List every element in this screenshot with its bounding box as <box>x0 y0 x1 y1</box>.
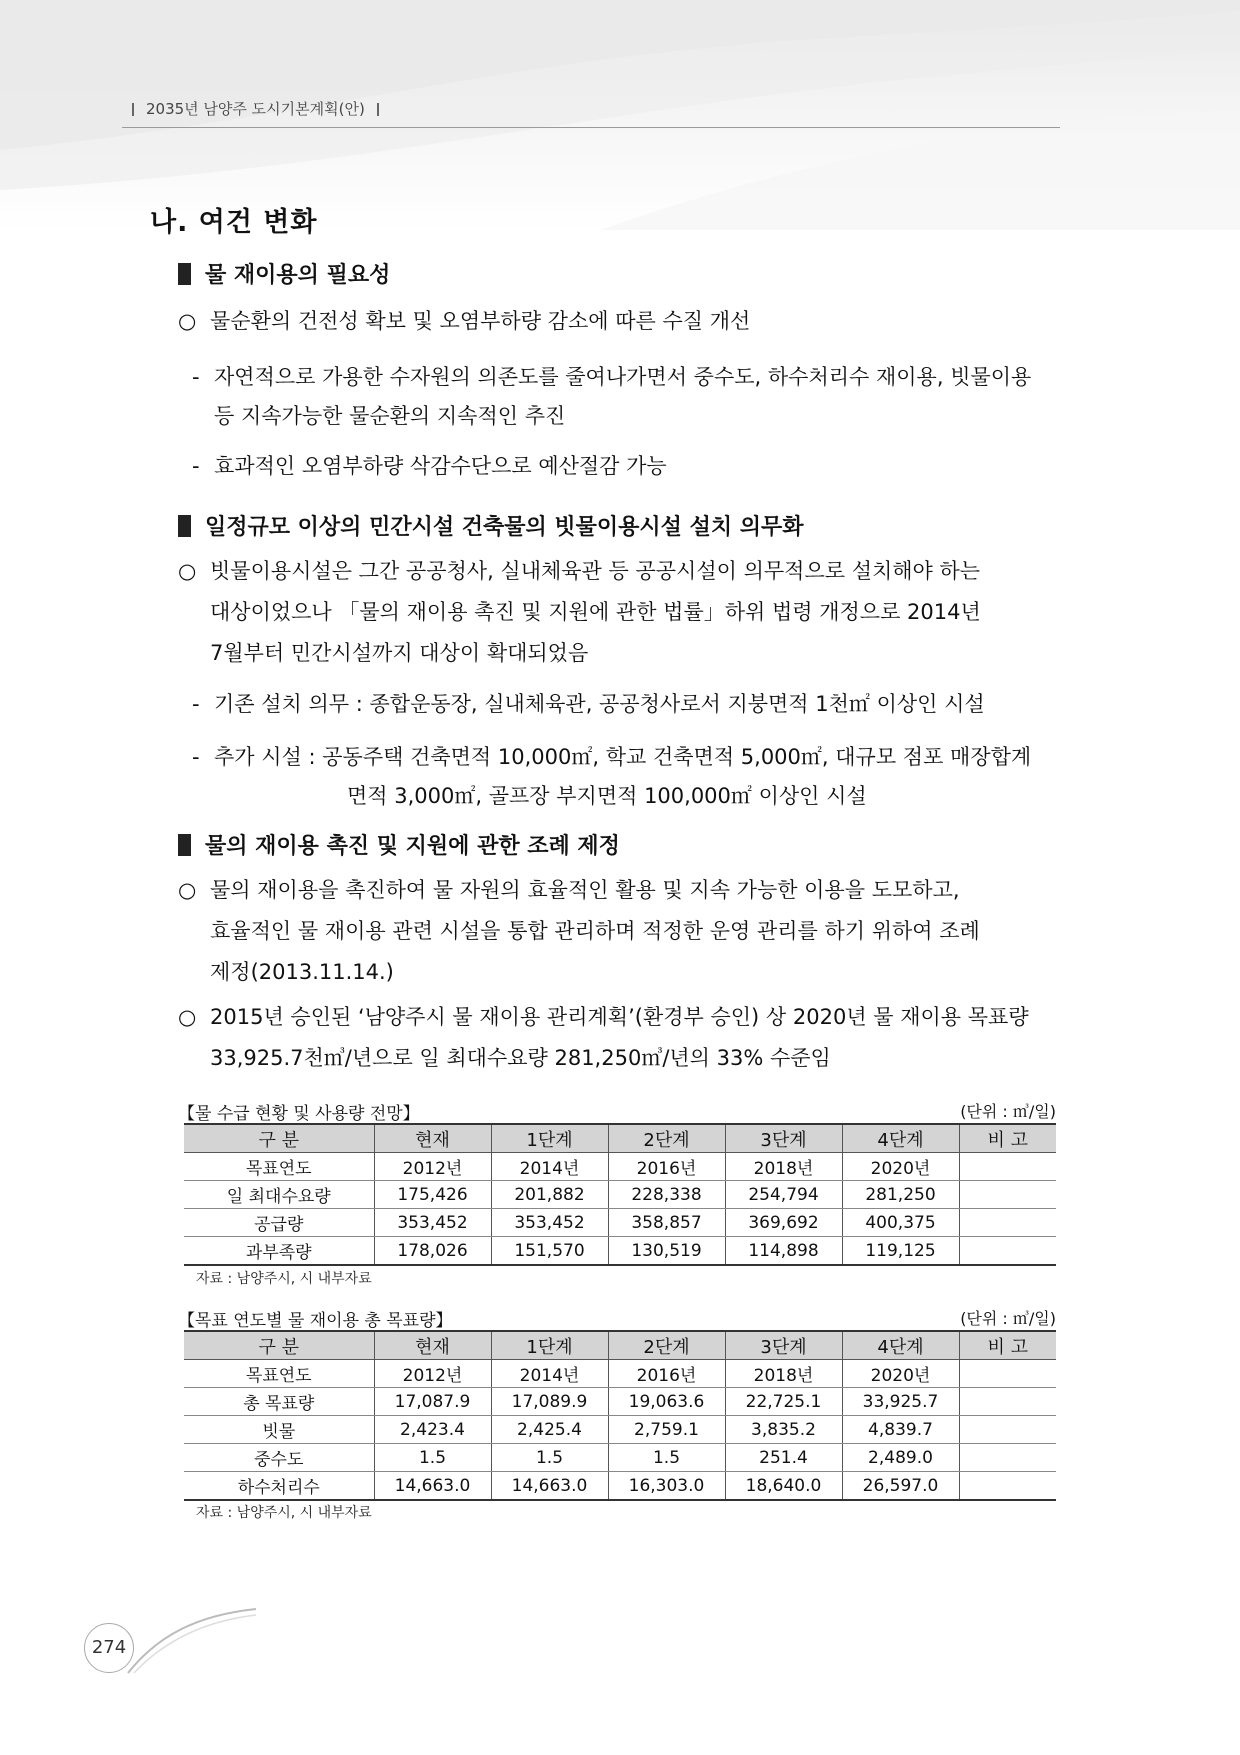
table-cell: 목표연도 <box>184 1153 374 1181</box>
table-cell: 4,839.7 <box>842 1416 959 1444</box>
table-cell: 과부족량 <box>184 1237 374 1266</box>
table-cell: 2018년 <box>725 1360 842 1388</box>
table-header-cell: 4단계 <box>842 1124 959 1153</box>
table-cell: 151,570 <box>491 1237 608 1266</box>
subsection-heading-text: 물의 재이용 촉진 및 지원에 관한 조례 제정 <box>205 834 620 859</box>
square-bullet-icon <box>178 834 191 856</box>
bullet-text-line2: 33,925.7천㎥/년으로 일 최대수요량 281,250㎥/년의 33% 수준임 <box>210 1046 831 1070</box>
table-header-cell: 현재 <box>374 1331 491 1360</box>
table-row <box>184 1444 1056 1472</box>
table-source: 자료 : 남양주시, 시 내부자료 <box>196 1505 372 1521</box>
table-cell: 14,663.0 <box>491 1472 608 1501</box>
table-title: 【목표 연도별 물 재이용 총 목표량】 <box>178 1311 453 1331</box>
bullet-text-line1: 2015년 승인된 ‘남양주시 물 재이용 관리계획’(환경부 승인) 상 2020년 물 재이용 목표량 <box>210 1005 1029 1029</box>
table-unit: (단위 : ㎥/일) <box>960 1309 1056 1328</box>
table-source: 자료 : 남양주시, 시 내부자료 <box>196 1271 372 1287</box>
bullet-text: 물순환의 건전성 확보 및 오염부하량 감소에 따른 수질 개선 <box>210 309 751 333</box>
table-cell: 2016년 <box>608 1360 725 1388</box>
table-row <box>184 1209 1056 1237</box>
circle-bullet-icon: ○ <box>178 878 197 902</box>
table-cell: 400,375 <box>842 1209 959 1237</box>
table-cell: 369,692 <box>725 1209 842 1237</box>
dash-text: 효과적인 오염부하량 삭감수단으로 예산절감 가능 <box>214 454 667 478</box>
table-cell: 1.5 <box>608 1444 725 1472</box>
table-cell: 201,882 <box>491 1181 608 1209</box>
table-cell: 353,452 <box>491 1209 608 1237</box>
table-cell: 251.4 <box>725 1444 842 1472</box>
table-cell: 2,425.4 <box>491 1416 608 1444</box>
table-cell: 중수도 <box>184 1444 374 1472</box>
bullet-text-line3: 제정(2013.11.14.) <box>210 960 394 984</box>
square-bullet-icon <box>178 263 191 285</box>
table-cell: 353,452 <box>374 1209 491 1237</box>
table-row <box>184 1472 1056 1501</box>
table-cell: 14,663.0 <box>374 1472 491 1501</box>
circle-bullet-icon: ○ <box>178 559 197 583</box>
table-caption <box>178 1099 1056 1124</box>
table-cell: 2020년 <box>842 1153 959 1181</box>
table-header-cell: 3단계 <box>725 1331 842 1360</box>
running-header <box>132 98 1060 119</box>
table-cell: 2014년 <box>491 1153 608 1181</box>
dash-item <box>192 447 1058 486</box>
table-header-cell: 비 고 <box>959 1124 1056 1153</box>
table-cell: 2,759.1 <box>608 1416 725 1444</box>
table-row <box>184 1416 1056 1444</box>
subsection-heading-2 <box>178 510 804 541</box>
table-header-cell: 2단계 <box>608 1124 725 1153</box>
circle-bullet-item <box>178 551 1058 674</box>
bullet-text-line2: 효율적인 물 재이용 관련 시설을 통합 관리하며 적정한 운영 관리를 하기 위하여 조례 <box>210 919 980 943</box>
dash-text-line2: 등 지속가능한 물순환의 지속적인 추진 <box>214 404 566 428</box>
subsection-heading-1 <box>178 258 390 289</box>
table-header-cell: 4단계 <box>842 1331 959 1360</box>
table-row <box>184 1181 1056 1209</box>
page-number: 274 <box>84 1623 134 1673</box>
table-row <box>184 1237 1056 1266</box>
table-cell: 358,857 <box>608 1209 725 1237</box>
dash-icon: - <box>192 365 200 389</box>
table-cell: 2012년 <box>374 1360 491 1388</box>
table-header-cell: 3단계 <box>725 1124 842 1153</box>
header-bar-left <box>132 103 134 116</box>
table-cell: 228,338 <box>608 1181 725 1209</box>
subsection-heading-text: 일정규모 이상의 민간시설 건축물의 빗물이용시설 설치 의무화 <box>205 515 804 540</box>
table-header-cell: 1단계 <box>491 1124 608 1153</box>
table-row <box>184 1153 1056 1181</box>
table-cell: 1.5 <box>491 1444 608 1472</box>
dash-text-line1: 추가 시설 : 공동주택 건축면적 10,000㎡, 학교 건축면적 5,000㎡, 대규모 점포 매장합계 <box>214 745 1032 769</box>
bullet-text-line3: 7월부터 민간시설까지 대상이 확대되었음 <box>210 641 589 665</box>
table-cell <box>959 1181 1056 1209</box>
bullet-text-line1: 물의 재이용을 촉진하여 물 자원의 효율적인 활용 및 지속 가능한 이용을 도모하고, <box>210 878 960 902</box>
table-header-cell: 1단계 <box>491 1331 608 1360</box>
circle-bullet-icon: ○ <box>178 309 197 333</box>
dash-text-line1: 자연적으로 가용한 수자원의 의존도를 줄여나가면서 중수도, 하수처리수 재이용, 빗물이용 <box>214 365 1032 389</box>
table-cell: 일 최대수요량 <box>184 1181 374 1209</box>
table-cell: 1.5 <box>374 1444 491 1472</box>
page-swoosh-decoration <box>118 1605 258 1675</box>
table-header-row <box>184 1331 1056 1360</box>
section-title: 나. 여건 변화 <box>150 207 318 238</box>
table-cell: 2,489.0 <box>842 1444 959 1472</box>
circle-bullet-item <box>178 301 1058 342</box>
table-header-cell: 비 고 <box>959 1331 1056 1360</box>
table-cell: 114,898 <box>725 1237 842 1266</box>
table-cell: 19,063.6 <box>608 1388 725 1416</box>
table-header-cell: 구 분 <box>184 1331 374 1360</box>
table-cell: 목표연도 <box>184 1360 374 1388</box>
table-cell: 26,597.0 <box>842 1472 959 1501</box>
table-cell: 281,250 <box>842 1181 959 1209</box>
table-cell: 2016년 <box>608 1153 725 1181</box>
table-header-cell: 구 분 <box>184 1124 374 1153</box>
table-unit: (단위 : ㎥/일) <box>960 1102 1056 1121</box>
table-cell: 175,426 <box>374 1181 491 1209</box>
table-cell: 18,640.0 <box>725 1472 842 1501</box>
table-cell <box>959 1360 1056 1388</box>
table-cell: 22,725.1 <box>725 1388 842 1416</box>
dash-icon: - <box>192 745 200 769</box>
table-row <box>184 1360 1056 1388</box>
table-cell: 16,303.0 <box>608 1472 725 1501</box>
table-cell: 130,519 <box>608 1237 725 1266</box>
table-cell: 254,794 <box>725 1181 842 1209</box>
square-bullet-icon <box>178 515 191 537</box>
circle-bullet-item <box>178 997 1058 1079</box>
table-cell: 119,125 <box>842 1237 959 1266</box>
table-cell: 공급량 <box>184 1209 374 1237</box>
table-cell: 2018년 <box>725 1153 842 1181</box>
table-caption <box>178 1306 1056 1331</box>
dash-item <box>192 685 1058 724</box>
table-cell: 178,026 <box>374 1237 491 1266</box>
header-rule <box>122 127 1060 128</box>
table-cell <box>959 1209 1056 1237</box>
subsection-heading-text: 물 재이용의 필요성 <box>205 263 391 288</box>
bullet-text-line2: 대상이었으나 「물의 재이용 촉진 및 지원에 관한 법률」하위 법령 개정으로 2014년 <box>210 600 981 624</box>
header-bar-right <box>377 103 379 116</box>
dash-icon: - <box>192 454 200 478</box>
table-cell: 빗물 <box>184 1416 374 1444</box>
table-cell <box>959 1388 1056 1416</box>
header-title: 2035년 남양주 도시기본계획(안) <box>146 100 365 118</box>
table-cell <box>959 1416 1056 1444</box>
water-supply-table <box>184 1123 1056 1266</box>
dash-text: 기존 설치 의무 : 종합운동장, 실내체육관, 공공청사로서 지붕면적 1천㎡ 이상인 시설 <box>214 692 985 716</box>
table-row <box>184 1388 1056 1416</box>
table-cell: 33,925.7 <box>842 1388 959 1416</box>
table-cell <box>959 1153 1056 1181</box>
table-header-cell: 현재 <box>374 1124 491 1153</box>
circle-bullet-item <box>178 870 1058 993</box>
dash-item <box>192 358 1058 436</box>
water-reuse-target-table <box>184 1330 1056 1501</box>
table-cell <box>959 1444 1056 1472</box>
table-cell: 2,423.4 <box>374 1416 491 1444</box>
table-cell: 총 목표량 <box>184 1388 374 1416</box>
table-cell: 2012년 <box>374 1153 491 1181</box>
dash-text-line2: 면적 3,000㎡, 골프장 부지면적 100,000㎡ 이상인 시설 <box>347 784 867 808</box>
table-cell: 17,087.9 <box>374 1388 491 1416</box>
table-cell: 하수처리수 <box>184 1472 374 1501</box>
circle-bullet-icon: ○ <box>178 1005 197 1029</box>
table-cell: 2020년 <box>842 1360 959 1388</box>
table-cell <box>959 1472 1056 1501</box>
dash-icon: - <box>192 692 200 716</box>
table-header-row <box>184 1124 1056 1153</box>
table-cell <box>959 1237 1056 1266</box>
subsection-heading-3 <box>178 829 620 860</box>
table-cell: 2014년 <box>491 1360 608 1388</box>
bullet-text-line1: 빗물이용시설은 그간 공공청사, 실내체육관 등 공공시설이 의무적으로 설치해야 하는 <box>210 559 981 583</box>
table-header-cell: 2단계 <box>608 1331 725 1360</box>
dash-item <box>192 738 1058 816</box>
table-title: 【물 수급 현황 및 사용량 전망】 <box>178 1104 420 1124</box>
table-cell: 17,089.9 <box>491 1388 608 1416</box>
table-cell: 3,835.2 <box>725 1416 842 1444</box>
